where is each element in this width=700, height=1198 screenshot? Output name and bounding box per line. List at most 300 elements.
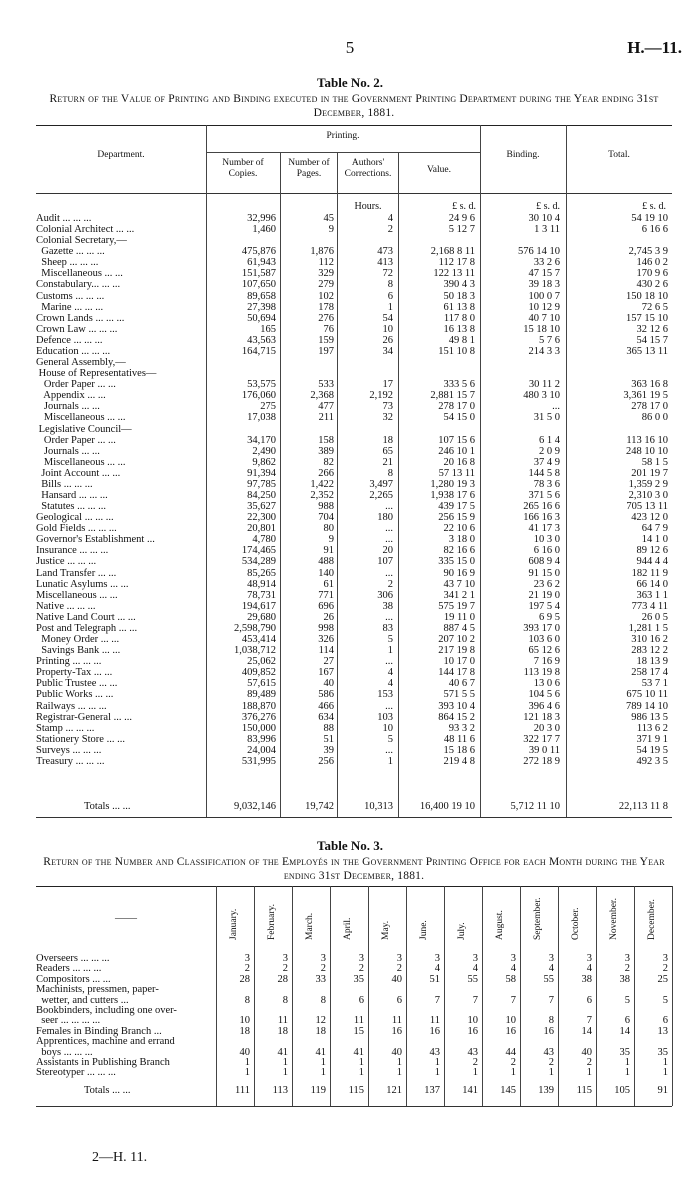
- total-value: 141: [462, 1085, 478, 1096]
- cell-value: 73: [382, 401, 393, 413]
- cell-value: 4: [510, 963, 516, 975]
- table-row: [36, 668, 672, 678]
- cell-value: 363 1 1: [636, 589, 668, 601]
- cell-value: 16 13 8: [443, 323, 475, 335]
- cell-value: ...: [385, 567, 393, 579]
- cell-value: 2: [320, 963, 326, 975]
- cell-value: 1,938 17 6: [430, 490, 475, 501]
- cell-value: 275: [260, 401, 276, 413]
- cell-value: 3: [244, 953, 250, 964]
- month-header: October.: [571, 907, 581, 940]
- cell-value: 586: [318, 689, 334, 701]
- table-row: [36, 325, 672, 335]
- cell-value: 86 0 0: [641, 412, 668, 424]
- table-row: [36, 624, 672, 634]
- cell-value: 2,598,790: [234, 622, 276, 634]
- total-value: 105: [614, 1085, 630, 1096]
- table-row: [36, 314, 672, 324]
- row-label: Colonial Architect ... ...: [36, 224, 135, 236]
- cell-value: 150,000: [241, 722, 276, 734]
- row-label: Machinists, pressmen, paper-: [36, 984, 159, 996]
- cell-value: 78,731: [247, 589, 276, 601]
- cell-value: 1: [662, 1067, 668, 1079]
- cell-value: 16: [467, 1025, 478, 1037]
- table-row: [36, 413, 672, 423]
- cell-value: 6: [387, 290, 393, 302]
- cell-value: 159: [318, 334, 334, 346]
- cell-value: 14 1 0: [641, 534, 668, 546]
- cell-value: 3,497: [369, 478, 393, 490]
- cell-value: 3: [510, 953, 516, 964]
- table-row: [36, 402, 672, 412]
- cell-value: 176,060: [241, 390, 276, 402]
- row-label: Miscellaneous ... ...: [36, 268, 123, 280]
- cell-value: 887 4 5: [443, 622, 475, 634]
- month-header: July.: [457, 922, 467, 940]
- table-row: [36, 724, 672, 734]
- table-row: [36, 369, 672, 379]
- cell-value: 335 15 0: [438, 556, 475, 568]
- cell-value: 278 17 0: [631, 401, 668, 413]
- cell-value: 84,250: [247, 490, 276, 501]
- cell-value: 197 5 4: [528, 600, 560, 612]
- cell-value: 20 3 0: [533, 722, 560, 734]
- cell-value: 89 12 6: [636, 545, 668, 557]
- cell-value: 413: [377, 257, 393, 269]
- cell-value: 51: [323, 733, 334, 745]
- cell-value: 17,038: [247, 412, 276, 424]
- row-label: Audit ... ... ...: [36, 213, 92, 224]
- cell-value: 6 16 0: [533, 545, 560, 557]
- row-label: Crown Law ... ... ...: [36, 323, 118, 335]
- cell-value: 1: [320, 1067, 326, 1079]
- cell-value: 2: [548, 1057, 554, 1068]
- col-binding: Binding.: [506, 150, 540, 160]
- cell-value: 51: [429, 973, 440, 985]
- cell-value: 14: [581, 1025, 592, 1037]
- cell-value: 5,712 11 10: [510, 801, 560, 812]
- cell-value: 2,490: [252, 445, 276, 457]
- cell-value: 3: [358, 953, 364, 964]
- cell-value: 2: [662, 963, 668, 975]
- cell-value: 40: [391, 973, 402, 985]
- cell-value: ...: [385, 744, 393, 756]
- table-row: [36, 502, 672, 512]
- total-value: 139: [538, 1085, 554, 1096]
- table-row: [36, 702, 672, 712]
- month-header: December.: [647, 899, 657, 940]
- cell-value: 534,289: [241, 556, 276, 568]
- cell-value: 4: [387, 667, 393, 679]
- cell-value: 11: [391, 1015, 402, 1027]
- cell-value: 576 14 10: [518, 246, 560, 258]
- cell-value: 102: [318, 290, 334, 302]
- cell-value: 272 18 9: [523, 755, 560, 767]
- cell-value: 107 15 6: [438, 434, 475, 446]
- cell-value: ...: [385, 523, 393, 535]
- cell-value: 1: [282, 1057, 288, 1068]
- row-label: Insurance ... ... ...: [36, 545, 109, 557]
- cell-value: 20: [382, 545, 393, 557]
- cell-value: 488: [318, 556, 334, 568]
- cell-value: 11: [277, 1015, 288, 1027]
- cell-value: 248 10 10: [626, 445, 668, 457]
- table-row: [36, 380, 672, 390]
- cell-value: 1,876: [310, 246, 334, 258]
- cell-value: 480 3 10: [523, 390, 560, 402]
- cell-value: 279: [318, 279, 334, 291]
- cell-value: 3: [282, 953, 288, 964]
- cell-value: 113 16 10: [626, 434, 668, 446]
- cell-value: 2,745 3 9: [628, 246, 668, 258]
- row-label: Order Paper ... ...: [36, 434, 116, 446]
- cell-value: 34: [382, 345, 393, 357]
- cell-value: 40: [323, 678, 334, 690]
- cell-value: 76: [323, 323, 334, 335]
- cell-value: 393 10 4: [438, 700, 475, 712]
- cell-value: 219 4 8: [443, 755, 475, 767]
- cell-value: 6: [586, 994, 592, 1006]
- cell-value: 10 3 0: [533, 534, 560, 546]
- cell-value: ...: [385, 611, 393, 623]
- cell-value: 22,113 11 8: [618, 801, 668, 812]
- cell-value: ...: [385, 501, 393, 513]
- row-label: Joint Account ... ...: [36, 467, 121, 479]
- cell-value: 3: [662, 953, 668, 964]
- cell-value: 3,361 19 5: [623, 390, 668, 402]
- cell-value: 4,780: [252, 534, 276, 546]
- cell-value: 38: [382, 600, 393, 612]
- table-row: [36, 469, 672, 479]
- cell-value: 144 5 8: [528, 467, 560, 479]
- cell-value: 15: [353, 1025, 364, 1037]
- cell-value: 113 6 2: [636, 722, 668, 734]
- cell-value: 473: [377, 246, 393, 258]
- cell-value: 28: [239, 973, 250, 985]
- cell-value: 28: [277, 973, 288, 985]
- cell-value: 33: [315, 973, 326, 985]
- cell-value: 466: [318, 700, 334, 712]
- row-label: Lunatic Asylums ... ...: [36, 578, 129, 590]
- cell-value: 276: [318, 312, 334, 324]
- cell-value: 10: [382, 722, 393, 734]
- cell-value: 1: [358, 1057, 364, 1068]
- unit-value: £ s. d.: [452, 201, 476, 212]
- cell-value: 1: [510, 1067, 516, 1079]
- page-footer: 2—H. 11.: [92, 1150, 148, 1165]
- cell-value: 13 0 6: [533, 678, 560, 690]
- cell-value: 2: [244, 963, 250, 975]
- cell-value: 55: [467, 973, 478, 985]
- row-label: Appendix ... ...: [36, 390, 106, 402]
- table-row: [36, 458, 672, 468]
- cell-value: 50,694: [247, 312, 276, 324]
- cell-value: 8: [548, 1015, 554, 1027]
- cell-value: 18: [382, 434, 393, 446]
- document-code: H.—11.: [627, 38, 682, 57]
- table-row: [36, 546, 672, 556]
- cell-value: 12: [315, 1015, 326, 1027]
- cell-value: 393 17 0: [523, 622, 560, 634]
- cell-value: 10,313: [364, 801, 393, 812]
- row-label: Bills ... ... ...: [36, 478, 93, 490]
- cell-value: 1: [396, 1057, 402, 1068]
- row-label: Gold Fields ... ... ...: [36, 523, 117, 535]
- col-corrections: Authors' Corrections.: [344, 158, 392, 179]
- row-label: Miscellaneous ... ...: [36, 412, 126, 424]
- table-row: [36, 225, 672, 235]
- cell-value: 54 19 5: [636, 744, 668, 756]
- cell-value: 310 16 2: [631, 634, 668, 646]
- row-label: wetter, and cutters ...: [36, 994, 129, 1006]
- cell-value: 37 4 9: [533, 456, 560, 468]
- cell-value: 180: [377, 512, 393, 524]
- cell-value: 8: [387, 467, 393, 479]
- cell-value: 15 18 10: [523, 323, 560, 335]
- total-value: 121: [386, 1085, 402, 1096]
- cell-value: 43: [543, 1046, 554, 1058]
- cell-value: 41 17 3: [528, 523, 560, 535]
- cell-value: 22,300: [247, 512, 276, 524]
- total-value: 91: [657, 1085, 668, 1096]
- cell-value: 107,650: [241, 279, 276, 291]
- cell-value: 5 12 7: [448, 224, 475, 236]
- cell-value: 72: [382, 268, 393, 280]
- cell-value: 32 12 6: [636, 323, 668, 335]
- total-value: 119: [310, 1085, 326, 1096]
- cell-value: 18: [315, 1025, 326, 1037]
- cell-value: 1,038,712: [234, 645, 276, 657]
- col-copies: Number of Copies.: [222, 158, 264, 179]
- cell-value: 2,168 8 11: [430, 246, 475, 258]
- row-label: Public Works ... ...: [36, 689, 114, 701]
- total-value: 137: [424, 1085, 440, 1096]
- cell-value: 396 4 6: [528, 700, 560, 712]
- cell-value: 2,881 15 7: [430, 390, 475, 402]
- row-label: Readers ... ... ...: [36, 963, 102, 975]
- cell-value: 10: [505, 1015, 516, 1027]
- row-label: Surveys ... ... ...: [36, 744, 102, 756]
- cell-value: 107: [377, 556, 393, 568]
- col-pages: Number of Pages.: [288, 158, 330, 179]
- cell-value: 6 9 5: [539, 611, 560, 623]
- cell-value: 306: [377, 589, 393, 601]
- unit-total: £ s. d.: [642, 201, 666, 212]
- cell-value: 575 19 7: [438, 600, 475, 612]
- cell-value: 365 13 11: [626, 345, 668, 357]
- cell-value: 864 15 2: [438, 711, 475, 723]
- month-header: February.: [267, 903, 277, 940]
- cell-value: 9,032,146: [234, 801, 276, 812]
- cell-value: 80: [323, 523, 334, 535]
- table3-subtitle: Return of the Number and Classification of the Employés in the Government Printing Office for each Month during the Year ending 31st December, 1881.: [43, 856, 665, 882]
- table-row: [36, 214, 672, 224]
- cell-value: 8: [387, 279, 393, 291]
- table-row: [36, 613, 672, 623]
- table3-totals-label: Totals ... ...: [84, 1085, 131, 1096]
- cell-value: 211: [318, 412, 334, 424]
- table-row: [36, 292, 672, 302]
- row-label: Hansard ... ... ...: [36, 490, 108, 501]
- cell-value: 112: [318, 257, 334, 269]
- cell-value: 2: [396, 963, 402, 975]
- cell-value: 57,615: [247, 678, 276, 690]
- cell-value: 40: [581, 1046, 592, 1058]
- cell-value: 54: [382, 312, 393, 324]
- cell-value: 5: [662, 994, 668, 1006]
- cell-value: 608 9 4: [528, 556, 560, 568]
- cell-value: 18: [277, 1025, 288, 1037]
- cell-value: 16,400 19 10: [419, 801, 475, 812]
- cell-value: 47 15 7: [528, 268, 560, 280]
- cell-value: 256: [318, 755, 334, 767]
- cell-value: 25,062: [247, 656, 276, 668]
- cell-value: 789 14 10: [626, 700, 668, 712]
- total-value: 115: [348, 1085, 364, 1096]
- cell-value: 423 12 0: [631, 512, 668, 524]
- cell-value: 166 16 3: [523, 512, 560, 524]
- cell-value: 390 4 3: [443, 279, 475, 291]
- cell-value: 10 17 0: [443, 656, 475, 668]
- cell-value: 6: [624, 1015, 630, 1027]
- cell-value: 89,489: [247, 689, 276, 701]
- cell-value: 32: [382, 412, 393, 424]
- row-label: Geological ... ... ...: [36, 512, 114, 524]
- cell-value: 7 16 9: [533, 656, 560, 668]
- cell-value: 61 13 8: [443, 301, 475, 313]
- table-row: [36, 569, 672, 579]
- cell-value: 48 11 6: [443, 733, 475, 745]
- table-row: [36, 735, 672, 745]
- cell-value: 53,575: [247, 379, 276, 391]
- cell-value: 696: [318, 600, 334, 612]
- cell-value: 2,352: [310, 490, 334, 501]
- month-header: January.: [229, 908, 239, 940]
- cell-value: 103: [377, 711, 393, 723]
- cell-value: 1: [320, 1057, 326, 1068]
- cell-value: 5: [387, 733, 393, 745]
- cell-value: 3: [320, 953, 326, 964]
- cell-value: 1: [358, 1067, 364, 1079]
- cell-value: 9: [328, 534, 334, 546]
- cell-value: 634: [318, 711, 334, 723]
- row-label: Gazette ... ... ...: [36, 246, 105, 258]
- cell-value: 3: [586, 953, 592, 964]
- cell-value: 20,801: [247, 523, 276, 535]
- cell-value: 2,310 3 0: [628, 490, 668, 501]
- cell-value: 54 15 7: [636, 334, 668, 346]
- row-label: Defence ... ... ...: [36, 334, 103, 346]
- cell-value: 2: [282, 963, 288, 975]
- cell-value: 389: [318, 445, 334, 457]
- cell-value: 2: [624, 963, 630, 975]
- cell-value: 72 6 5: [641, 301, 668, 313]
- cell-value: 58 1 5: [641, 456, 668, 468]
- cell-value: 65: [382, 445, 393, 457]
- cell-value: 14: [619, 1025, 630, 1037]
- cell-value: 2: [510, 1057, 516, 1068]
- cell-value: 4: [472, 963, 478, 975]
- table-row: [36, 247, 672, 257]
- row-label: Education ... ... ...: [36, 345, 111, 357]
- cell-value: 65 12 6: [528, 645, 560, 657]
- cell-value: 151 10 8: [438, 345, 475, 357]
- row-label: Miscellaneous ... ...: [36, 456, 126, 468]
- row-label: Colonial Secretary,—: [36, 235, 127, 247]
- cell-value: 944 4 4: [636, 556, 668, 568]
- row-label: Governor's Establishment ...: [36, 534, 155, 546]
- cell-value: 112 17 8: [438, 257, 475, 269]
- cell-value: 61: [323, 578, 334, 590]
- cell-value: 5: [624, 994, 630, 1006]
- row-label: Stamp ... ... ...: [36, 722, 95, 734]
- cell-value: 1: [662, 1057, 668, 1068]
- cell-value: 21 19 0: [528, 589, 560, 601]
- cell-value: 1: [387, 301, 393, 313]
- table-row: [36, 303, 672, 313]
- table-row: [36, 447, 672, 457]
- cell-value: 170 9 6: [636, 268, 668, 280]
- cell-value: 10 12 9: [528, 301, 560, 313]
- row-label: House of Representatives—: [36, 368, 157, 380]
- row-label: Bookbinders, including one over-: [36, 1005, 177, 1016]
- cell-value: 88: [323, 722, 334, 734]
- cell-value: 19 11 0: [443, 611, 475, 623]
- cell-value: 704: [318, 512, 334, 524]
- row-label: Savings Bank ... ...: [36, 645, 121, 657]
- cell-value: 57 13 11: [438, 467, 475, 479]
- col-printing: Printing.: [326, 131, 360, 141]
- cell-value: 91: [323, 545, 334, 557]
- table-row: [36, 557, 672, 567]
- cell-value: 103 6 0: [528, 634, 560, 646]
- cell-value: 44: [505, 1046, 516, 1058]
- table3-title: Table No. 3.: [317, 838, 383, 853]
- cell-value: 6: [358, 994, 364, 1006]
- cell-value: 43,563: [247, 334, 276, 346]
- total-value: 113: [272, 1085, 288, 1096]
- cell-value: 217 19 8: [438, 645, 475, 657]
- cell-value: 4: [548, 963, 554, 975]
- row-label: seer ... ... ... ...: [36, 1015, 101, 1027]
- cell-value: 91 15 0: [528, 567, 560, 579]
- cell-value: 475,876: [241, 246, 276, 258]
- cell-value: ...: [385, 534, 393, 546]
- row-label: Printing ... ... ...: [36, 656, 102, 668]
- cell-value: 32,996: [247, 213, 276, 224]
- cell-value: 6 1 4: [539, 434, 560, 446]
- cell-value: 43: [467, 1046, 478, 1058]
- cell-value: 7: [548, 994, 554, 1006]
- cell-value: 25: [657, 973, 668, 985]
- cell-value: 91,394: [247, 467, 276, 479]
- cell-value: 19,742: [305, 801, 334, 812]
- cell-value: 453,414: [241, 634, 276, 646]
- cell-value: 675 10 11: [626, 689, 668, 701]
- cell-value: 201 19 7: [631, 467, 668, 479]
- row-label: Journals ... ...: [36, 445, 100, 457]
- cell-value: 48,914: [247, 578, 276, 590]
- cell-value: 531,995: [241, 755, 276, 767]
- cell-value: 26: [382, 334, 393, 346]
- cell-value: 35,627: [247, 501, 276, 513]
- cell-value: 43: [429, 1046, 440, 1058]
- cell-value: 114: [318, 645, 334, 657]
- table-row: [36, 713, 672, 723]
- row-label: Public Trustee ... ...: [36, 678, 118, 690]
- cell-value: 53 7 1: [641, 678, 668, 690]
- row-label: General Assembly,—: [36, 357, 126, 369]
